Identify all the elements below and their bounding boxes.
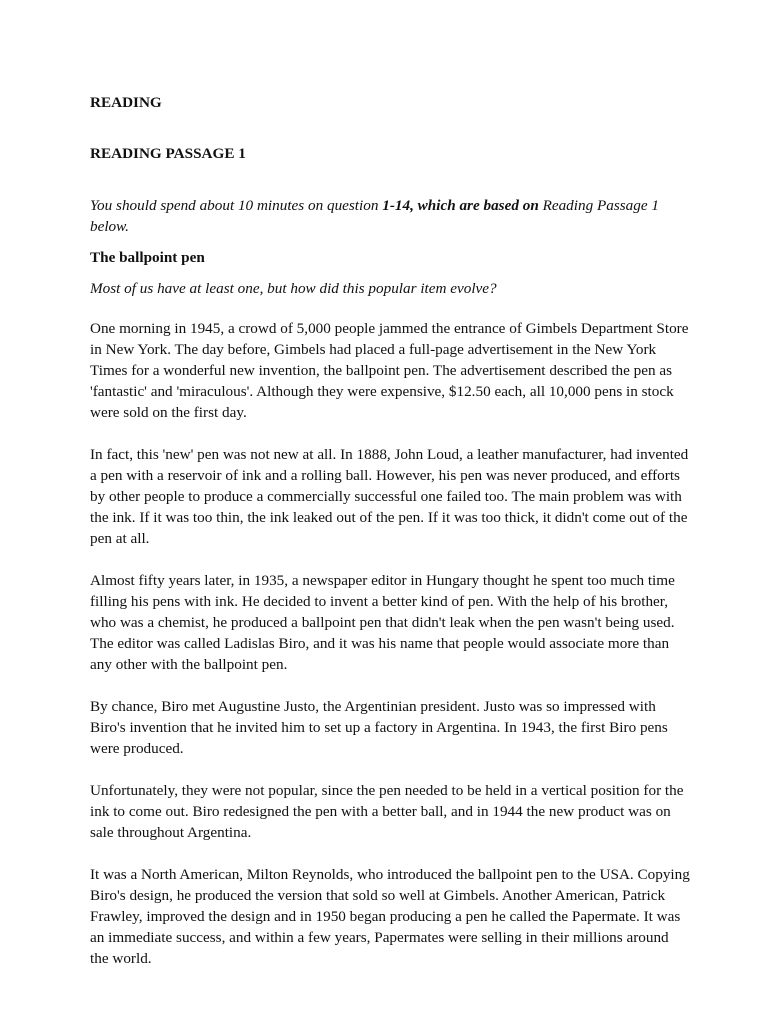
passage-heading: READING PASSAGE 1 — [90, 145, 246, 162]
paragraph: Unfortunately, they were not popular, since the pen needed to be held in a vertical position for the ink to come out. Biro redesigned the pen with a better ball, and in 1944 the new product was on sale throughout Argentina. — [90, 782, 684, 841]
paragraph: It was a North American, Milton Reynolds, who introduced the ballpoint pen to the USA. Copying Biro's design, he produced the version that sold so well at Gimbels. Another American, Patrick Frawley, improved the design and in 1950 began producing a pen he called the Papermate. It was an immediate success, and within a few years, Papermates were selling in their millions around the world. — [90, 866, 690, 967]
paragraph: Almost fifty years later, in 1935, a newspaper editor in Hungary thought he spent too much time filling his pens with ink. He decided to invent a better kind of pen. With the help of his brother, who was a chemist, he produced a ballpoint pen that didn't leak when the pen wasn't being used. The editor was called Ladislas Biro, and it was his name that people would associate more than any other with the ballpoint pen. — [90, 572, 675, 673]
paragraph: One morning in 1945, a crowd of 5,000 people jammed the entrance of Gimbels Department Store in New York. The day before, Gimbels had placed a full-page advertisement in the New York Times for a wonderful new invention, the ballpoint pen. The advertisement described the pen as 'fantastic' and 'miraculous'. Although they were expensive, $12.50 each, all 10,000 pens in stock were sold on the first day. — [90, 320, 689, 421]
article-title: The ballpoint pen — [90, 249, 205, 266]
document-page — [90, 92, 690, 990]
instructions-text: You should spend about 10 minutes on question — [90, 197, 383, 214]
instructions — [90, 195, 690, 237]
section-heading: READING — [90, 94, 162, 111]
paragraph: By chance, Biro met Augustine Justo, the Argentinian president. Justo was so impressed with Biro's invention that he invited him to set up a factory in Argentina. In 1943, the first Biro pens were produced. — [90, 698, 668, 757]
instructions-question-range: 1-14, which are based on — [382, 197, 539, 214]
article-subtitle: Most of us have at least one, but how did this popular item evolve? — [90, 280, 497, 297]
paragraph: In fact, this 'new' pen was not new at all. In 1888, John Loud, a leather manufacturer, had invented a pen with a reservoir of ink and a rolling ball. However, his pen was never produced, and efforts by other people to produce a commercially successful one failed too. The main problem was with the ink. If it was too thin, the ink leaked out of the pen. If it was too thick, it didn't come out of the pen at all. — [90, 446, 689, 547]
instructions-text-end: Reading Passage 1 below. — [90, 197, 659, 235]
